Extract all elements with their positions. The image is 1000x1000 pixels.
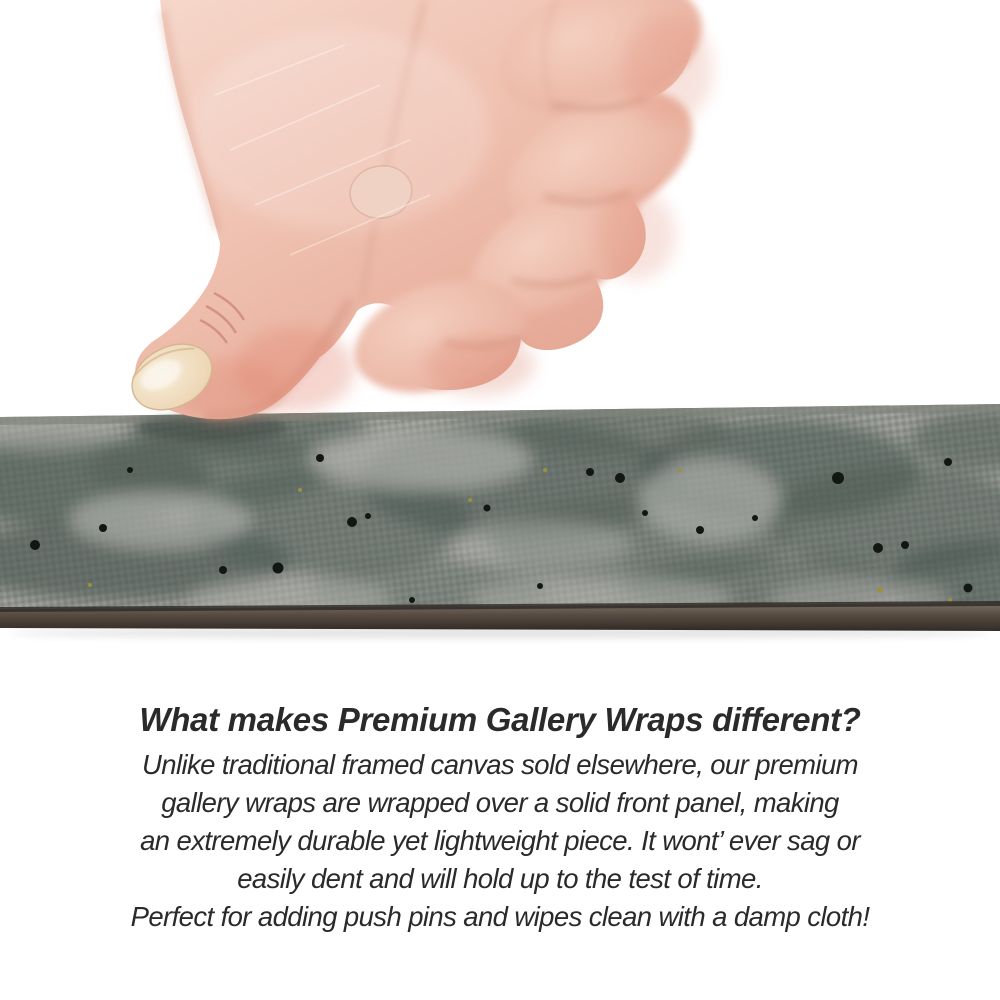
body-line-2: gallery wraps are wrapped over a solid front panel, making — [161, 787, 839, 818]
body-line-5: Perfect for adding push pins and wipes clean with a damp cloth! — [130, 901, 870, 932]
marketing-copy — [0, 700, 1000, 936]
body-line-3: an extremely durable yet lightweight piece. It wont’ ever sag or — [140, 825, 860, 856]
hand — [121, 0, 719, 423]
body-line-1: Unlike traditional framed canvas sold elsewhere, our premium — [141, 749, 858, 780]
body-line-4: easily dent and will hold up to the test of time. — [237, 863, 763, 894]
panel-edge-shadow — [10, 628, 990, 638]
headline: What makes Premium Gallery Wraps different? — [139, 701, 861, 738]
canvas-strip — [0, 400, 1000, 638]
